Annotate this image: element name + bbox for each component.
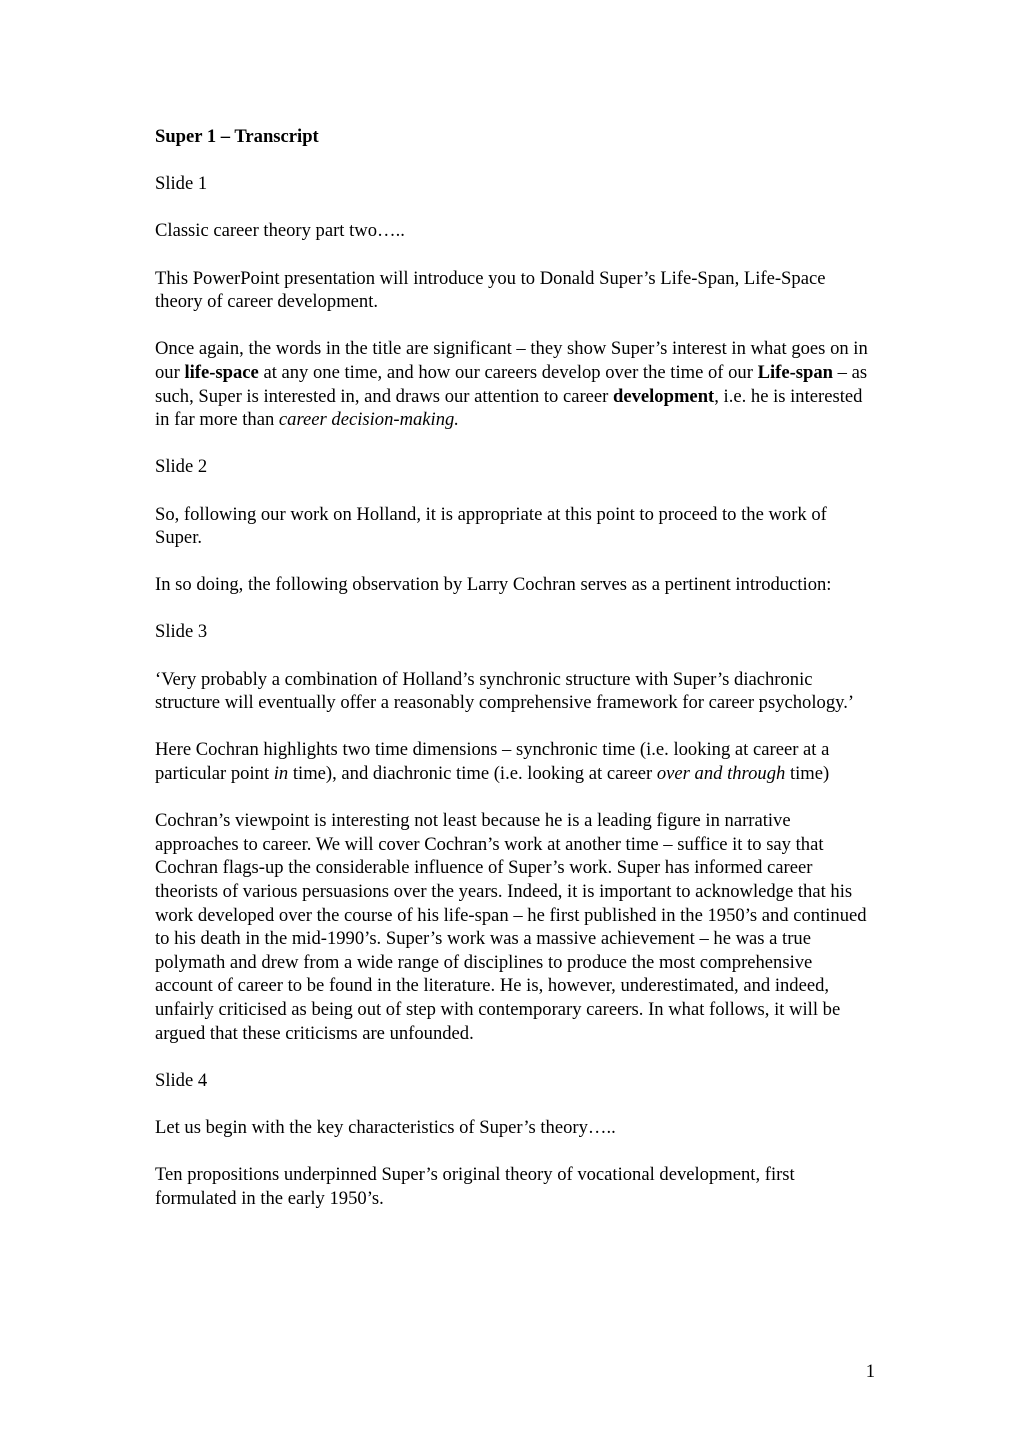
slide-1-heading: Slide 1 xyxy=(155,173,208,195)
document-title: Super 1 – Transcript xyxy=(155,126,319,147)
slide-4-paragraph-1: Let us begin with the key characteristics of Super’s theory….. xyxy=(155,1116,616,1138)
bold-term-life-space: life-space xyxy=(184,361,259,383)
slide-2-paragraph-1: So, following our work on Holland, it is appropriate at this point to proceed to the work of Super. xyxy=(155,503,827,549)
slide-2-heading: Slide 2 xyxy=(155,456,208,478)
italic-term-decision-making: career decision-making. xyxy=(278,409,459,431)
slide-1-paragraph-1: Classic career theory part two….. xyxy=(155,220,405,242)
slide-1-paragraph-3 xyxy=(155,337,870,431)
bold-term-life-span: Life-span xyxy=(757,361,833,383)
text-run: at any one time, and how our careers develop over the time of our xyxy=(258,361,758,383)
text-run: , i.e. he is interested in far more than xyxy=(155,385,863,431)
text-run: – as such, Super is interested in, and draws our attention to career xyxy=(155,361,868,407)
slide-4-heading: Slide 4 xyxy=(155,1069,208,1091)
slide-4-paragraph-2: Ten propositions underpinned Super’s original theory of vocational development, first formulated in the early 1950’s. xyxy=(155,1164,795,1209)
document-page xyxy=(155,125,870,1234)
text-run: Once again, the words in the title are significant – they show Super’s interest in what goes on in our xyxy=(155,338,868,383)
text-run: time) xyxy=(785,763,830,785)
italic-term-over-and-through: over and through xyxy=(656,763,786,785)
slide-3-quote: ‘Very probably a combination of Holland’s synchronic structure with Super’s diachronic structure will eventually offer a reasonably comprehensive framework for career psychology.’ xyxy=(155,668,855,714)
text-run: time), and diachronic time (i.e. looking at career xyxy=(288,763,657,785)
text-run: Here Cochran highlights two time dimensions – synchronic time (i.e. looking at career at a particular point xyxy=(155,739,830,785)
slide-3-paragraph-3: Cochran’s viewpoint is interesting not least because he is a leading figure in narrative approaches to career. We will cover Cochran’s work at another time – suffice it to say that Cochran flags-up the considerable influence of Super’s work. Super has informed career theorists of various persuasions over the years. Indeed, it is important to acknowledge that his work developed over the course of his life-span – he first published in the 1950’s and continued to his death in the mid-1990’s. Super’s work was a massive achievement – he was a true polymath and drew from a wide range of disciplines to produce the most comprehensive account of career to be found in the literature. He is, however, underestimated, and indeed, unfairly criticised as being out of step with contemporary careers. In what follows, it will be argued that these criticisms are unfounded. xyxy=(155,810,867,1044)
bold-term-development: development xyxy=(613,385,715,407)
slide-3-paragraph-2 xyxy=(155,738,870,785)
slide-2-paragraph-2: In so doing, the following observation by Larry Cochran serves as a pertinent introduction: xyxy=(155,574,832,596)
italic-term-in: in xyxy=(273,763,289,785)
slide-3-heading: Slide 3 xyxy=(155,621,208,643)
slide-1-paragraph-2: This PowerPoint presentation will introduce you to Donald Super’s Life-Span, Life-Space theory of career development. xyxy=(155,267,826,313)
page-number: 1 xyxy=(865,1361,875,1382)
